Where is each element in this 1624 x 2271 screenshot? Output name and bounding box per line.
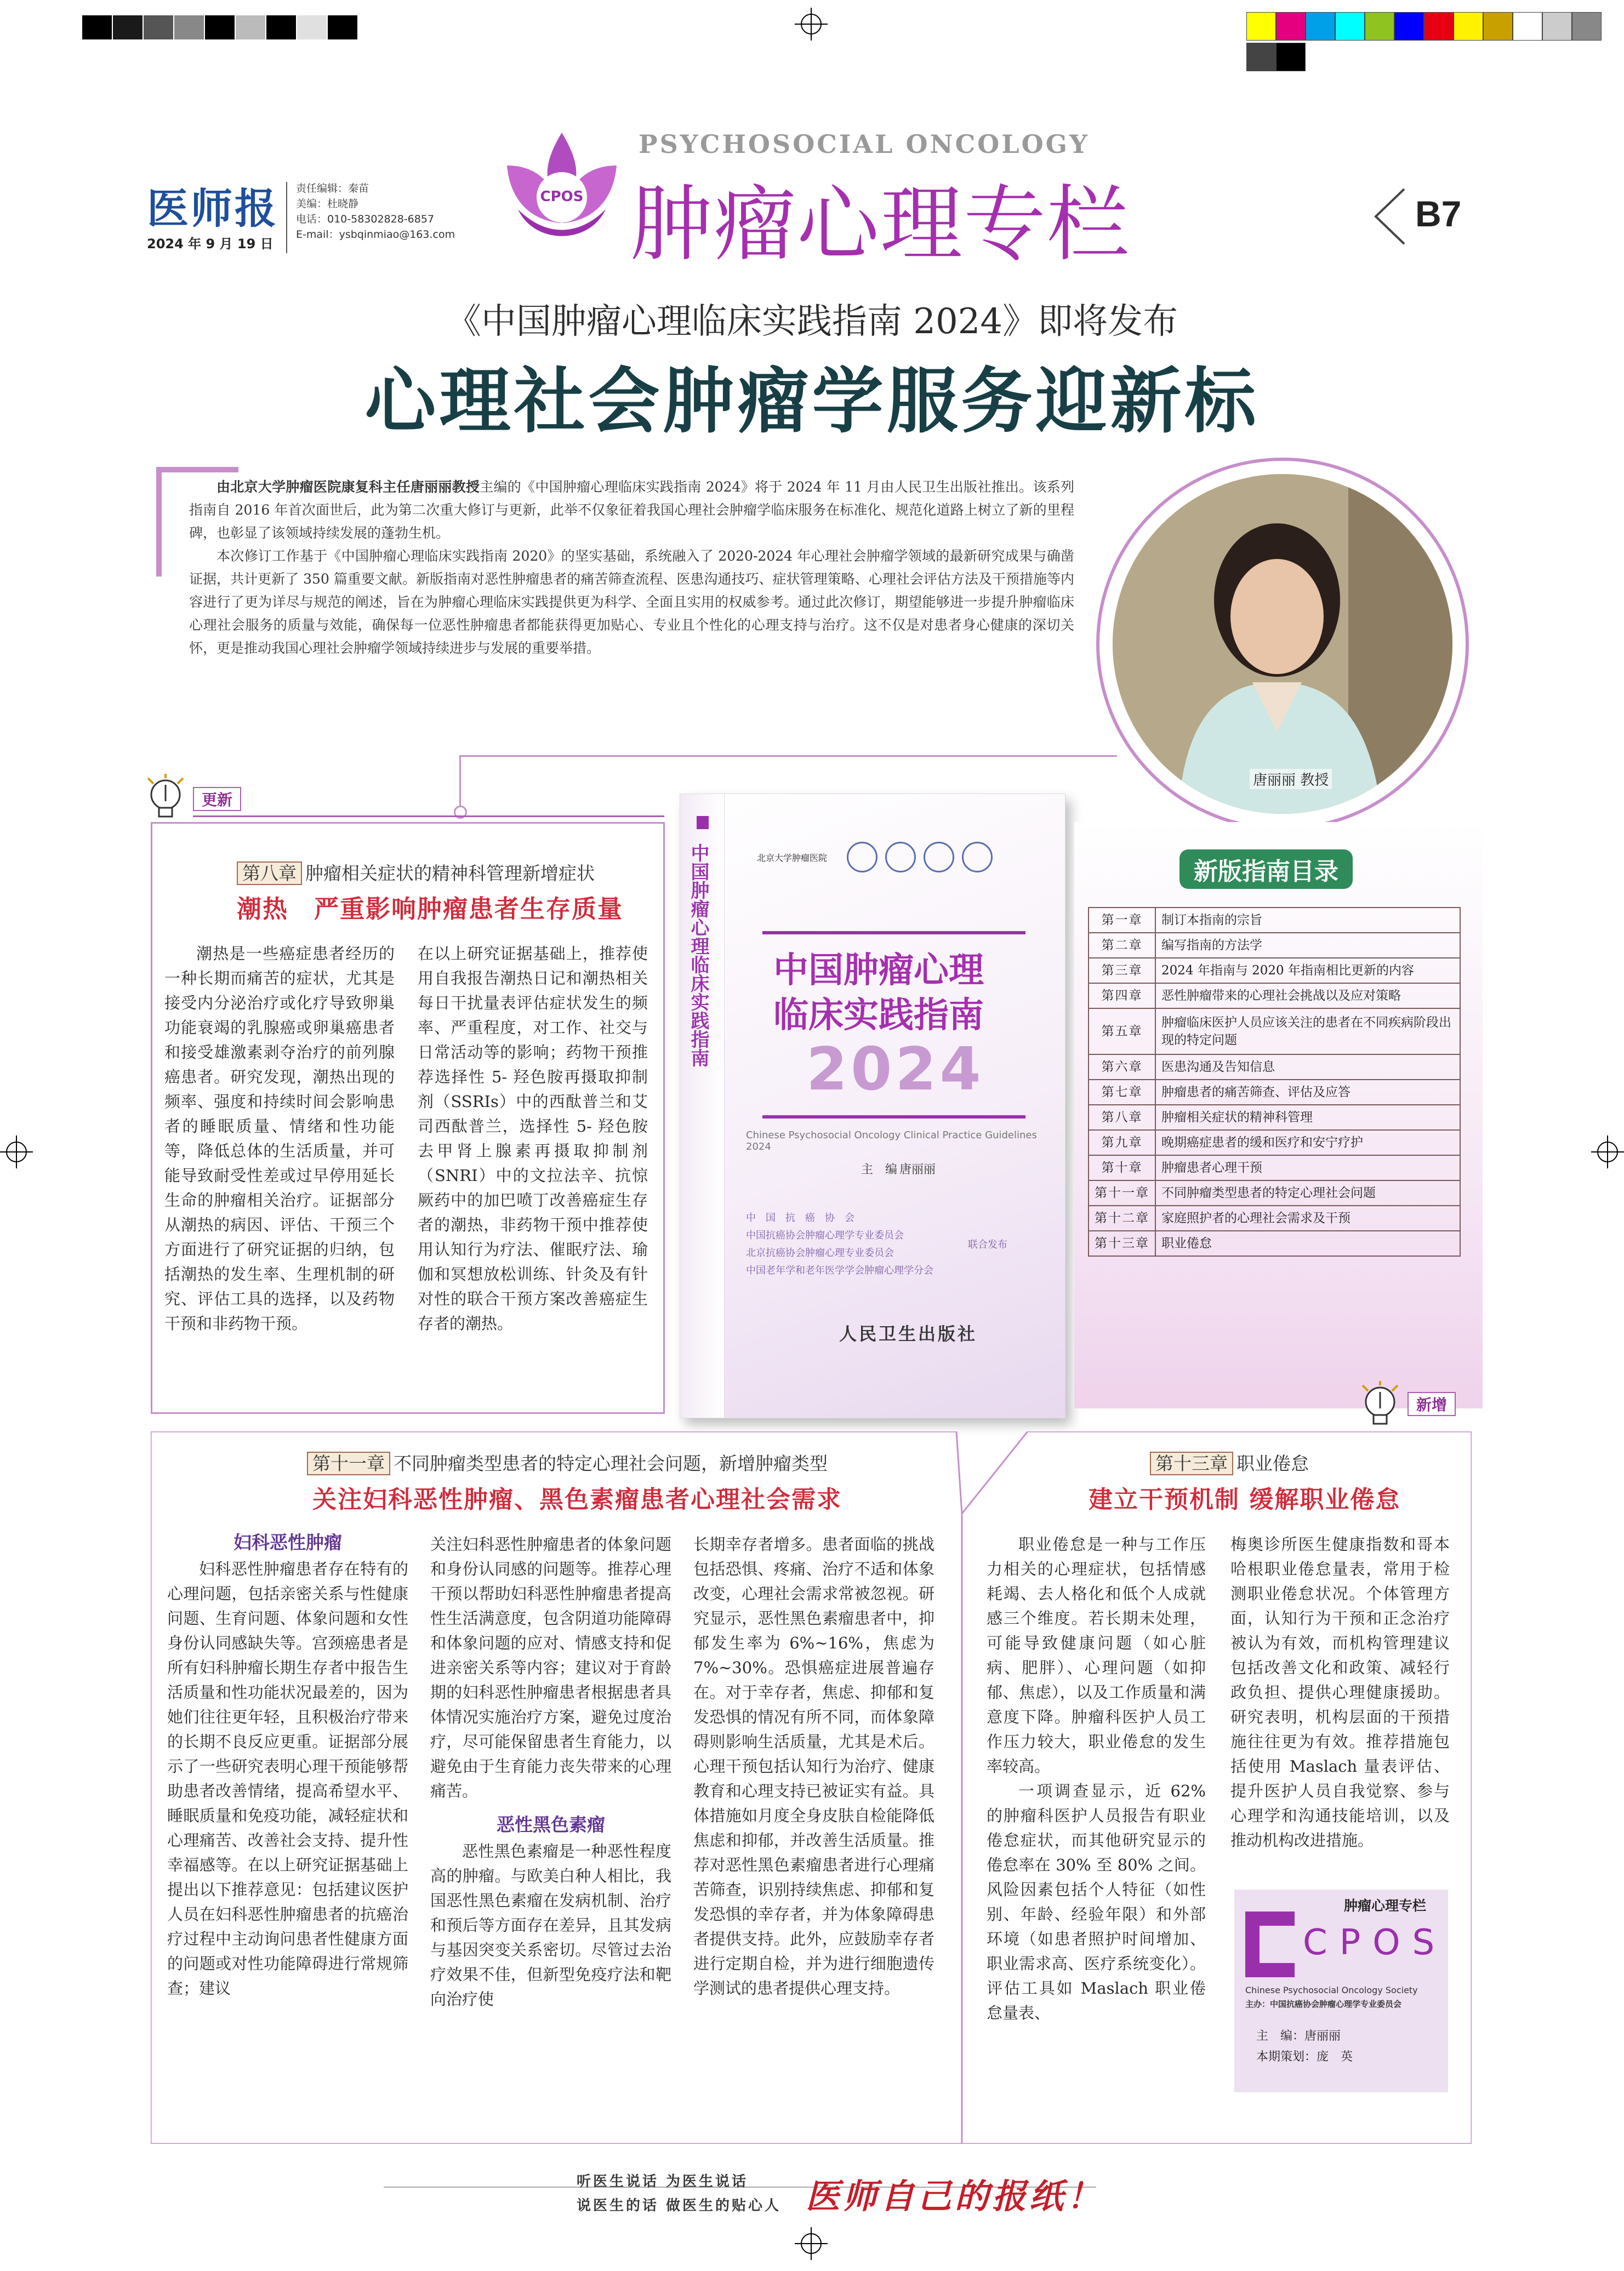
section13-col2-text: 梅奥诊所医生健康指数和哥本哈根职业倦怠量表，常用于检测职业倦怠状况。个体管理方面，认知行为干预和正念治疗被认为有效，而机构管理建议包括改善文化和政策、减轻行政负担、提供心理健康援助。研究表明，机构层面的干预措施往往更为有效。推荐措施包括使用 Maslach 量表评估、提升医护人员自我觉察、参与心理学和沟通技能培训，以及推动机构改进措施。 bbox=[1230, 1535, 1450, 1850]
author-portrait-photo bbox=[1113, 474, 1452, 814]
toc-table bbox=[1088, 907, 1461, 1257]
section8-heading: 潮热 严重影响肿瘤患者生存质量 bbox=[237, 894, 624, 923]
toc-chapter-title: 恶性肿瘤带来的心理社会挑战以及应对策略 bbox=[1155, 983, 1460, 1008]
book-editor-name: 唐丽丽 bbox=[899, 1163, 936, 1177]
registration-swatch bbox=[205, 15, 235, 39]
section11-col2 bbox=[430, 1532, 671, 2012]
editor-line: 责任编辑：秦苗 bbox=[296, 182, 369, 195]
book-spine-text: 中国肿瘤心理临床实践指南 bbox=[687, 843, 709, 1067]
book-logo-icon bbox=[885, 842, 916, 872]
cpos-box-logo: CPOS bbox=[1303, 1922, 1447, 1963]
color-swatch bbox=[1542, 12, 1572, 41]
crosshair-mark-icon bbox=[0, 1136, 33, 1168]
section13-heading: 建立干预机制 缓解职业倦怠 bbox=[1089, 1486, 1401, 1514]
book-title-line2: 临床实践指南 bbox=[773, 995, 984, 1036]
toc-chapter-number: 第四章 bbox=[1089, 983, 1155, 1008]
cpos-logo bbox=[496, 127, 628, 253]
toc-row bbox=[1089, 1231, 1460, 1256]
toc-chapter-number: 第三章 bbox=[1089, 958, 1155, 983]
registration-swatch bbox=[144, 15, 173, 39]
cpos-box-host: 主办：中国抗癌协会肿瘤心理学专业委员会 bbox=[1245, 1999, 1402, 2009]
toc-row bbox=[1089, 1206, 1460, 1231]
issue-date: 2024 年 9 月 19 日 bbox=[147, 236, 273, 252]
section11-col2b-text: 恶性黑色素瘤是一种恶性程度高的肿瘤。与欧美白种人相比，我国恶性黑色素瘤在发病机制、治疗和预后等方面存在差异，且其发病与基因突变关系密切。尽管过去治疗效果不佳，但新型免疫疗法和靶向治疗使 bbox=[430, 1842, 671, 2008]
book-publisher: 人民卫生出版社 bbox=[839, 1323, 978, 1344]
section13-col1b-text: 一项调查显示，近 62% 的肿瘤科医护人员报告有职业倦怠症状，而其他研究显示的倦怠率在 30% 至 80% 之间。风险因素包括个人特征（如性别、年龄、经验年限）和外部环境（如患者照护时间增加、职业需求高、医疗系统变化）。评估工具如 Maslach 职业倦怠量表、 bbox=[987, 1782, 1206, 2022]
toc-chapter-number: 第五章 bbox=[1089, 1008, 1155, 1054]
toc-row bbox=[1089, 1008, 1460, 1054]
section13-chapter bbox=[1150, 1450, 1309, 1475]
section8-chapter bbox=[237, 859, 595, 885]
toc-chapter-title: 职业倦怠 bbox=[1155, 1231, 1460, 1256]
registration-bar-color bbox=[1246, 12, 1624, 41]
paper-name: 医师报 bbox=[147, 184, 278, 233]
section11-col2a-text: 关注妇科恶性肿瘤患者的体象问题和身份认同感的问题等。推荐心理干预以帮助妇科恶性肿瘤患者提高性生活满意度，包含阴道功能障碍和体象问题的应对、情感支持和促进亲密关系等内容；建议对于育龄期的妇科恶性肿瘤患者根据患者具体情况实施治疗方案，避免过度治疗，尽可能保留患者生育能力，以避免由于生育能力丧失带来的心理痛苦。 bbox=[430, 1535, 671, 1800]
toc-chapter-title: 肿瘤患者心理干预 bbox=[1155, 1155, 1460, 1180]
book-spine-bar bbox=[697, 816, 709, 829]
toc-chapter-number: 第七章 bbox=[1089, 1080, 1155, 1105]
lead-paragraph-1-text: 主编的《中国肿瘤心理临床实践指南 2024》将于 2024 年 11 月由人民卫生出版社推出。该系列指南自 2016 年首次面世后，此为第二次重大修订与更新，此举不仅象征着我国心理社会肿瘤学临床服务在标准化、规范化道路上树立了新的里程碑，也彰显了该领域持续发展的蓬勃生机。 bbox=[189, 479, 1074, 541]
lightbulb-icon bbox=[1358, 1380, 1402, 1437]
toc-row bbox=[1089, 1130, 1460, 1155]
book-logo-icon bbox=[847, 842, 877, 872]
tag-new: 新增 bbox=[1408, 1392, 1456, 1416]
section11-subheading-melanoma: 恶性黑色素瘤 bbox=[497, 1814, 605, 1835]
email-line: E-mail：ysbqinmiao@163.com bbox=[296, 229, 455, 241]
section8-col2 bbox=[418, 942, 648, 1336]
toc-chapter-title: 肿瘤临床医护人员应该关注的患者在不同疾病阶段出现的特定问题 bbox=[1155, 1008, 1460, 1054]
section11-subheading-gyn: 妇科恶性肿瘤 bbox=[233, 1532, 342, 1553]
section11-chapter-title: 不同肿瘤类型患者的特定心理社会问题，新增肿瘤类型 bbox=[394, 1453, 828, 1474]
section8-chapter-title: 肿瘤相关症状的精神科管理新增症状 bbox=[305, 863, 595, 884]
color-swatch bbox=[1365, 12, 1394, 41]
lead-paragraph-1 bbox=[189, 476, 1074, 545]
toc-row bbox=[1089, 1054, 1460, 1080]
toc-row bbox=[1089, 933, 1460, 958]
lead-author-bold: 由北京大学肿瘤医院康复科主任唐丽丽教授 bbox=[216, 479, 480, 495]
connector-line bbox=[459, 755, 461, 810]
cpos-box-label: 肿瘤心理专栏 bbox=[1344, 1898, 1427, 1914]
book-joint-release: 联合发布 bbox=[968, 1239, 1007, 1251]
phone-line: 电话：010-58302828-6857 bbox=[296, 213, 435, 225]
section11-chapter bbox=[307, 1450, 828, 1475]
column-english-title: PSYCHOSOCIAL ONCOLOGY bbox=[639, 129, 1090, 159]
article-subheading: 《中国肿瘤心理临床实践指南 2024》即将发布 bbox=[446, 301, 1178, 342]
book-org: 中国抗癌协会肿瘤心理学专业委员会 bbox=[746, 1230, 904, 1241]
cpos-box-editor: 主 编：唐丽丽 bbox=[1256, 2029, 1341, 2043]
book-english-title: Chinese Psychosocial Oncology Clinical Practice Guidelines 2024 bbox=[746, 1129, 1037, 1152]
book-logo-icon: 北京大学肿瘤医院 bbox=[757, 852, 828, 863]
toc-chapter-title: 肿瘤患者的痛苦筛查、评估及应答 bbox=[1155, 1080, 1460, 1105]
registration-swatch bbox=[82, 15, 112, 39]
section11-col1-text: 妇科恶性肿瘤患者存在特有的心理问题，包括亲密关系与性健康问题、生育问题、体象问题和女性身份认同感缺失等。宫颈癌患者是所有妇科肿瘤长期生存者中报告生活质量和性功能状况最差的，因为她们往往更年轻，且积极治疗带来的长期不良反应更重。证据部分展示了一些研究表明心理干预能够帮助患者改善情绪，提高希望水平、睡眠质量和免疫功能，减轻症状和心理痛苦、改善社会支持、提升性幸福感等。在以上研究证据基础上提出以下推荐意见：包括建议医护人员在妇科恶性肿瘤患者的抗癌治疗过程中主动询问患者性健康方面的问题或对性功能障碍进行常规筛查；建议 bbox=[167, 1560, 408, 1998]
toc-chapter-title: 肿瘤相关症状的精神科管理 bbox=[1155, 1105, 1460, 1130]
color-swatch bbox=[1513, 12, 1542, 41]
section11-col3 bbox=[693, 1532, 934, 2001]
color-swatch bbox=[1335, 12, 1365, 41]
toc-chapter-number: 第十三章 bbox=[1089, 1231, 1155, 1256]
toc-chapter-number: 第八章 bbox=[1089, 1105, 1155, 1130]
page-marker-chevron bbox=[1371, 186, 1410, 249]
cpos-logo-text: CPOS bbox=[540, 189, 584, 205]
section13-chapter-number: 第十三章 bbox=[1150, 1452, 1233, 1475]
color-swatch bbox=[1424, 12, 1454, 41]
color-swatch bbox=[1246, 12, 1276, 41]
toc-chapter-title: 医患沟通及告知信息 bbox=[1155, 1054, 1460, 1080]
toc-chapter-number: 第十一章 bbox=[1089, 1180, 1155, 1206]
crosshair-mark-icon bbox=[795, 8, 828, 41]
lead-paragraphs bbox=[189, 476, 1074, 660]
toc-chapter-title: 家庭照护者的心理社会需求及干预 bbox=[1155, 1206, 1460, 1231]
cpos-info-box bbox=[1234, 1890, 1448, 2092]
article-headline: 心理社会肿瘤学服务迎新标 bbox=[364, 360, 1260, 443]
cpos-box-logo-shape bbox=[1245, 1911, 1295, 1977]
tag-underline bbox=[193, 815, 664, 817]
crosshair-mark-icon bbox=[1591, 1136, 1624, 1168]
book-editor-label: 主 编 bbox=[861, 1163, 898, 1177]
section13-col1a-text: 职业倦怠是一种与工作压力相关的心理症状，包括情感耗竭、去人格化和低个人成就感三个维度。若长期未处理，可能导致健康问题（如心脏病、肥胖）、心理问题（如抑郁、焦虑），以及工作质量和满意度下降。肿瘤科医护人员工作压力较大，职业倦怠的发生率较高。 bbox=[987, 1535, 1206, 1776]
footer-slogan-line2: 说医生的话 做医生的贴心人 bbox=[577, 2198, 782, 2214]
cpos-box-planner: 本期策划：庞 英 bbox=[1256, 2050, 1353, 2064]
toc-chapter-number: 第十章 bbox=[1089, 1155, 1155, 1180]
toc-row bbox=[1089, 1180, 1460, 1206]
toc-chapter-number: 第二章 bbox=[1089, 933, 1155, 958]
book-logo-icon bbox=[924, 842, 954, 872]
tag-update: 更新 bbox=[193, 787, 241, 811]
column-title: 肿瘤心理专栏 bbox=[630, 177, 1131, 272]
section11-chapter-number: 第十一章 bbox=[307, 1452, 390, 1475]
crosshair-mark-icon bbox=[795, 2227, 828, 2260]
art-editor-line: 美编：杜晓静 bbox=[296, 198, 359, 210]
toc-row bbox=[1089, 1155, 1460, 1180]
toc-chapter-title: 2024 年指南与 2020 年指南相比更新的内容 bbox=[1155, 958, 1460, 983]
lead-paragraph-2: 本次修订工作基于《中国肿瘤心理临床实践指南 2020》的坚实基础，系统融入了 2020-2024 年心理社会肿瘤学领域的最新研究成果与确凿证据，共计更新了 350 篇重要文献。新版指南对恶性肿瘤患者的痛苦筛查流程、医患沟通技巧、症状管理策略、心理社会评估方法及干预措施等内容进行了更为详尽与规范的阐述，旨在为肿瘤心理临床实践提供更为科学、全面且实用的权威参考。通过此次修订，期望能够进一步提升肿瘤临床心理社会服务的质量与效能，确保每一位恶性肿瘤患者都能获得更加贴心、专业且个性化的心理支持与治疗。这不仅是对患者身心健康的深切关怀，更是推动我国心理社会肿瘤学领域持续进步与发展的重要举措。 bbox=[189, 548, 1074, 656]
book-logo-icon bbox=[962, 842, 993, 872]
section13-col2 bbox=[1230, 1532, 1450, 1853]
toc-chapter-number: 第九章 bbox=[1089, 1130, 1155, 1155]
footer-slogan-line1: 听医生说话 为医生说话 bbox=[577, 2173, 749, 2190]
section8-col2-text: 在以上研究证据基础上，推荐使用自我报告潮热日记和潮热相关每日干扰量表评估症状发生的频率、严重程度，对工作、社交与日常活动等的影响；药物干预推荐选择性 5- 羟色胺再摄取抑制剂（SSRIs）中的西酞普兰和艾司西酞普兰，选择性 5- 羟色胺去甲肾上腺素再摄取抑制剂（SNRI）中的文拉法辛、抗惊厥药中的加巴喷丁改善癌症生存者的潮热，非药物干预中推荐使用认知行为疗法、催眠疗法、瑜伽和冥想放松训练、针灸及有针对性的联合干预方案改善癌症生存者的潮热。 bbox=[418, 944, 648, 1333]
portrait-caption: 唐丽丽 教授 bbox=[1250, 769, 1332, 789]
connector-line bbox=[459, 755, 1117, 757]
color-swatch bbox=[1306, 12, 1335, 41]
book-cover bbox=[680, 794, 1065, 1418]
registration-swatch bbox=[328, 15, 357, 39]
registration-swatch bbox=[113, 15, 143, 39]
section11-col1 bbox=[167, 1528, 408, 2001]
footer-slogan-big: 医师自己的报纸！ bbox=[806, 2176, 1104, 2216]
book-title-line1: 中国肿瘤心理 bbox=[773, 950, 984, 991]
toc-chapter-title: 制订本指南的宗旨 bbox=[1155, 908, 1460, 933]
registration-swatch bbox=[358, 15, 388, 39]
section8-col1 bbox=[164, 942, 395, 1336]
toc-row bbox=[1089, 958, 1460, 983]
section11-col3-text: 长期幸存者增多。患者面临的挑战包括恐惧、疼痛、治疗不适和体象改变，心理社会需求常被忽视。研究显示，恶性黑色素瘤患者中，抑郁发生率为 6%~16%，焦虑为 7%~30%。恐惧癌症进展普遍存在。对于幸存者，焦虑、抑郁和复发恐惧的情况有所不同，而体象障碍则影响生活质量，尤其是术后。心理干预包括认知行为治疗、健康教育和心理支持已被证实有益。具体措施如月度全身皮肤自检能降低焦虑和抑郁，并改善生活质量。推荐对恶性黑色素瘤患者进行心理痛苦筛查，识别持续焦虑、抑郁和复发恐惧的幸存者，并为体象障碍患者提供支持。此外，应鼓励幸存者进行定期自检，并为进行细胞遗传学测试的患者提供心理支持。 bbox=[693, 1535, 934, 1998]
section8-chapter-number: 第八章 bbox=[237, 861, 302, 885]
toc-title: 新版指南目录 bbox=[1179, 849, 1353, 889]
registration-swatch bbox=[174, 15, 204, 39]
page-number: B7 bbox=[1415, 193, 1462, 234]
cpos-box-society: Chinese Psychosocial Oncology Society bbox=[1245, 1985, 1418, 1995]
toc-row bbox=[1089, 983, 1460, 1008]
book-org: 北京抗癌协会肿瘤心理专业委员会 bbox=[746, 1247, 894, 1259]
toc-row bbox=[1089, 908, 1460, 933]
registration-swatch bbox=[266, 15, 296, 39]
book-year: 2024 bbox=[806, 1035, 984, 1104]
color-swatch bbox=[1483, 12, 1513, 41]
editor-info bbox=[296, 181, 455, 242]
toc-chapter-title: 不同肿瘤类型患者的特定心理社会问题 bbox=[1155, 1180, 1460, 1206]
registration-swatch bbox=[236, 15, 265, 39]
toc-row bbox=[1089, 1080, 1460, 1105]
registration-bar-black bbox=[82, 15, 389, 39]
lightbulb-icon bbox=[144, 773, 187, 830]
section8-col1-text: 潮热是一些癌症患者经历的一种长期而痛苦的症状，尤其是接受内分泌治疗或化疗导致卵巢功能衰竭的乳腺癌或卵巢癌患者和接受雄激素剥夺治疗的前列腺癌患者。研究发现，潮热出现的频率、强度和持续时间会影响患者的睡眠质量、情绪和性功能等，降低总体的生活质量，并可能导致耐受性差或过早停用延长生命的肿瘤相关治疗。证据部分从潮热的病因、评估、干预三个方面进行了研究证据的归纳，包括潮热的发生率、生理机制的研究、评估工具的选择，以及药物干预和非药物干预。 bbox=[164, 944, 395, 1333]
book-logos bbox=[757, 838, 1042, 876]
registration-swatch bbox=[297, 15, 327, 39]
section13-col1 bbox=[987, 1532, 1206, 2025]
section11-heading: 关注妇科恶性肿瘤、黑色素瘤患者心理社会需求 bbox=[312, 1486, 842, 1514]
color-swatch bbox=[1276, 43, 1306, 71]
color-swatch bbox=[1246, 43, 1276, 71]
color-swatch bbox=[1276, 12, 1306, 41]
toc-row bbox=[1089, 1105, 1460, 1130]
book-org: 中 国 抗 癌 协 会 bbox=[746, 1212, 854, 1224]
book-org: 中国老年学和老年医学学会肿瘤心理学分会 bbox=[746, 1265, 933, 1276]
color-swatch bbox=[1572, 12, 1602, 41]
toc-chapter-number: 第六章 bbox=[1089, 1054, 1155, 1080]
color-swatch bbox=[1454, 12, 1483, 41]
toc-chapter-number: 第十二章 bbox=[1089, 1206, 1155, 1231]
toc-chapter-number: 第一章 bbox=[1089, 908, 1155, 933]
color-swatch bbox=[1394, 12, 1424, 41]
header-divider bbox=[286, 182, 287, 253]
book-orgs bbox=[746, 1209, 933, 1280]
toc-chapter-title: 编写指南的方法学 bbox=[1155, 933, 1460, 958]
section13-chapter-title: 职业倦怠 bbox=[1236, 1453, 1309, 1474]
toc-chapter-title: 晚期癌症患者的缓和医疗和安宁疗护 bbox=[1155, 1130, 1460, 1155]
